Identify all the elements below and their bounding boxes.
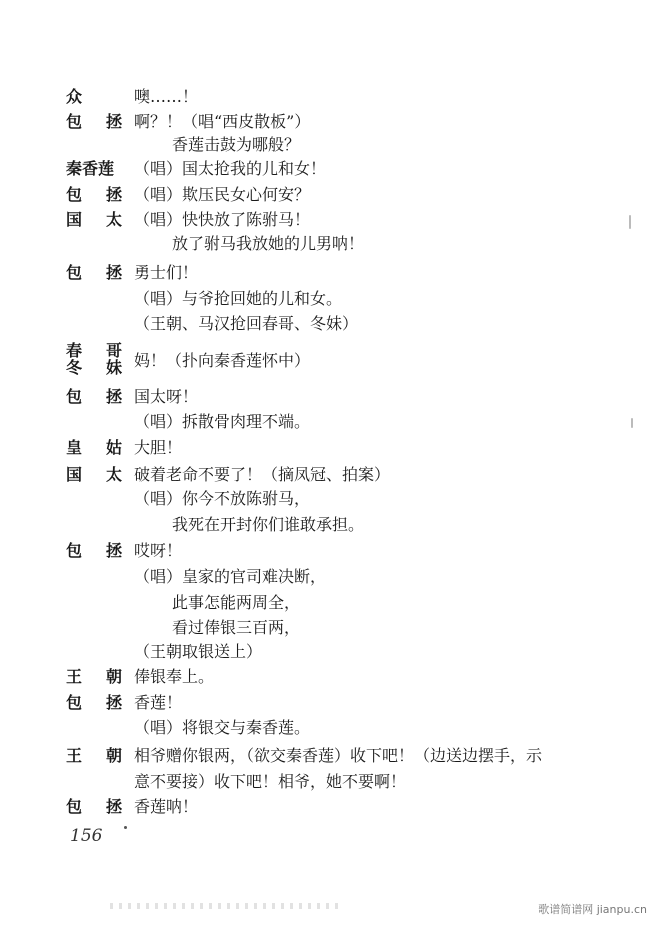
speaker-name: 春 哥 冬 妹 <box>66 341 122 377</box>
dialogue-text: （唱）欺压民女心何安？ <box>134 185 311 204</box>
speaker-name: 众 <box>66 87 83 106</box>
dialogue-text: 俸银奉上。 <box>134 667 215 686</box>
dialogue-text: （唱）你今不放陈驸马， <box>134 489 311 508</box>
dialogue-text: 此事怎能两周全， <box>172 593 301 612</box>
dialogue-text: 勇士们！ <box>134 263 199 282</box>
dialogue-text: 大胆！ <box>134 438 183 457</box>
print-speck <box>124 826 127 829</box>
dialogue-text: （王朝取银送上） <box>134 642 263 661</box>
speaker-name: 国 太 <box>66 465 122 484</box>
dialogue-text: 香莲击鼓为哪般？ <box>172 135 301 154</box>
dialogue-text: 我死在开封你们谁敢承担。 <box>172 515 365 534</box>
speaker-name: 国 太 <box>66 210 122 229</box>
speaker-name: 包 拯 <box>66 263 122 282</box>
dialogue-text: 意不要接）收下吧！相爷，她不要啊！ <box>134 772 407 791</box>
dialogue-text: （唱）与爷抢回她的儿和女。 <box>134 289 343 308</box>
scan-noise-strip <box>110 903 340 909</box>
scan-speck <box>631 418 633 428</box>
dialogue-text: （唱）皇家的官司难决断， <box>134 567 327 586</box>
dialogue-text: 破着老命不要了！（摘凤冠、拍案） <box>134 465 391 484</box>
dialogue-text: 哎呀！ <box>134 541 183 560</box>
dialogue-text: 啊？！（唱“西皮散板”） <box>134 112 311 131</box>
dialogue-text: 香莲！ <box>134 693 183 712</box>
speaker-name: 秦香莲 <box>66 159 115 178</box>
speaker-name: 王 朝 <box>66 746 122 765</box>
speaker-name: 包 拯 <box>66 112 122 131</box>
dialogue-text: （王朝、马汉抢回春哥、冬妹） <box>134 314 359 333</box>
speaker-name: 包 拯 <box>66 387 122 406</box>
dialogue-text: （唱）国太抢我的儿和女！ <box>134 159 327 178</box>
dialogue-text: 相爷赠你银两，（欲交秦香莲）收下吧！（边送边摆手，示 <box>134 746 543 765</box>
speaker-name: 包 拯 <box>66 185 122 204</box>
dialogue-text: 妈！（扑向秦香莲怀中） <box>134 351 311 370</box>
dialogue-text: （唱）将银交与秦香莲。 <box>134 718 311 737</box>
speaker-name: 皇 姑 <box>66 438 122 457</box>
dialogue-text: 放了驸马我放她的儿男呐！ <box>172 234 365 253</box>
dialogue-text: 国太呀！ <box>134 387 199 406</box>
speaker-name: 包 拯 <box>66 541 122 560</box>
page-number: 156 <box>70 826 103 846</box>
speaker-name: 包 拯 <box>66 797 122 816</box>
dialogue-text: 香莲呐！ <box>134 797 199 816</box>
scan-speck <box>629 215 631 229</box>
dialogue-text: （唱）拆散骨肉理不端。 <box>134 412 311 431</box>
speaker-name: 包 拯 <box>66 693 122 712</box>
dialogue-text: （唱）快快放了陈驸马！ <box>134 210 311 229</box>
site-watermark: 歌谱简谱网 jianpu.cn <box>538 903 647 916</box>
dialogue-text: 噢……！ <box>134 87 199 106</box>
speaker-name: 王 朝 <box>66 667 122 686</box>
dialogue-text: 看过俸银三百两， <box>172 618 301 637</box>
